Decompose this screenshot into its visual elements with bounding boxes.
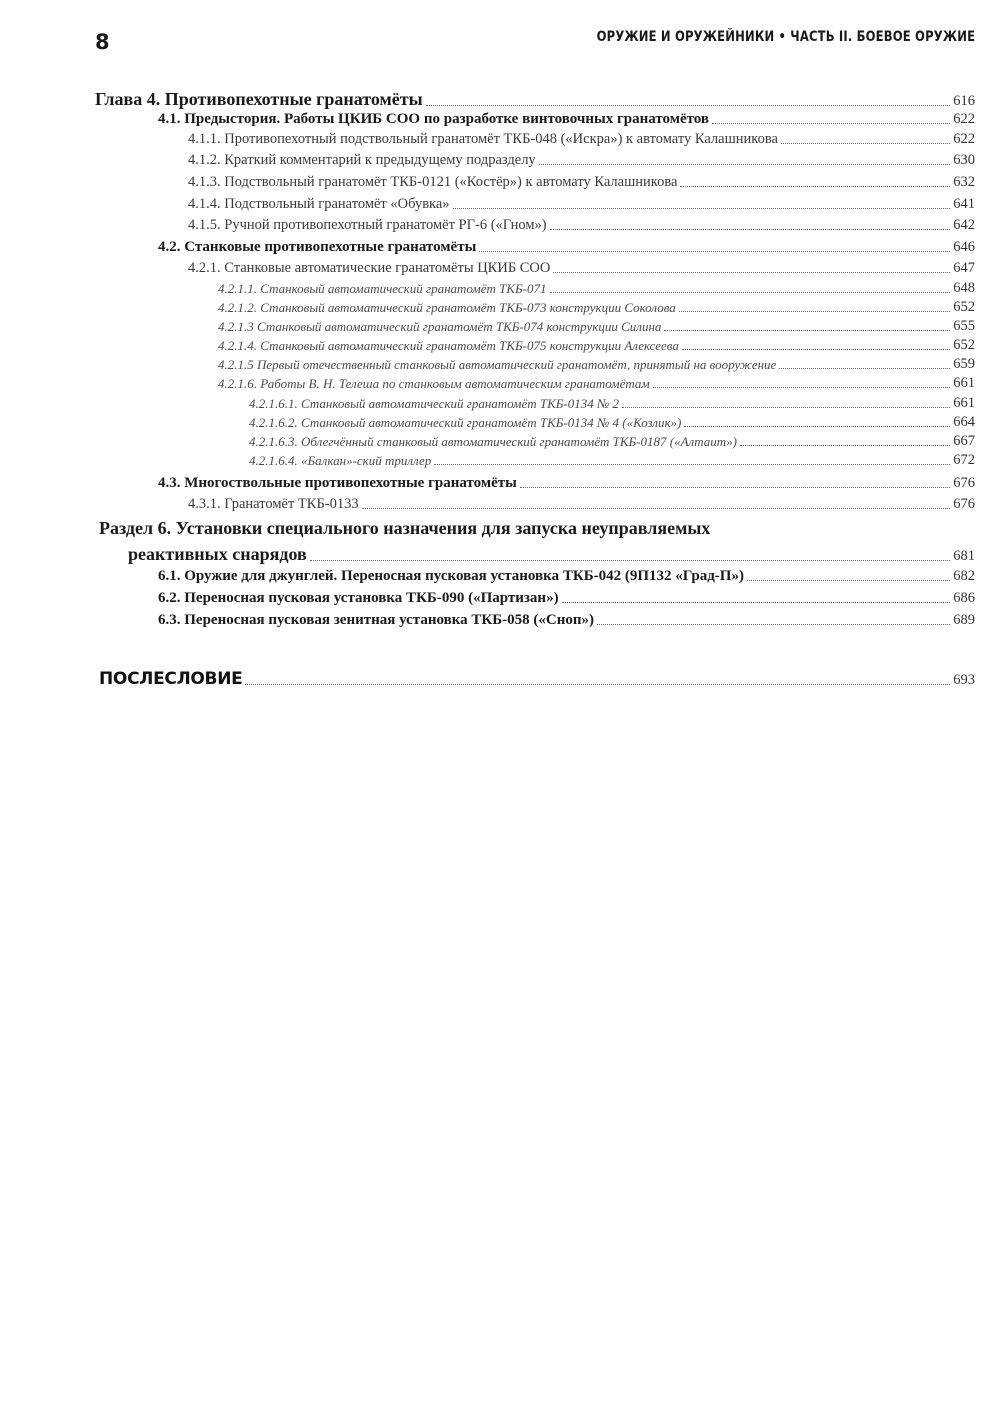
toc-entry-page: 676 xyxy=(953,496,975,512)
toc-entry-page: 686 xyxy=(953,590,975,606)
toc-entry-page: 681 xyxy=(953,548,975,564)
dot-leader xyxy=(434,464,950,465)
dot-leader xyxy=(245,684,950,685)
toc-entry-page: 622 xyxy=(953,131,975,147)
toc-entry-title: 4.2.1.3 Станковый автоматический гранатомёт ТКБ-074 конструкции Силина xyxy=(218,319,662,334)
toc-entry-title: 4.2.1.5 Первый отечественный станковый автоматический гранатомёт, принятый на вооружение xyxy=(218,357,777,372)
toc-entry-title: 6.2. Переносная пусковая установка ТКБ-090 («Партизан») xyxy=(158,590,559,606)
toc-entry-title: 4.1.5. Ручной противопехотный гранатомёт РГ-6 («Гном») xyxy=(188,217,547,233)
toc-entry-page: 632 xyxy=(953,174,975,190)
dot-leader xyxy=(550,292,951,293)
dot-leader xyxy=(562,602,951,603)
toc-entry-page: 664 xyxy=(953,414,975,430)
toc-entry-6-3[interactable] xyxy=(158,609,975,629)
dot-leader xyxy=(453,208,951,209)
dot-leader xyxy=(597,624,950,625)
running-head: ОРУЖИЕ И ОРУЖЕЙНИКИ • ЧАСТЬ II. БОЕВОЕ ОРУЖИЕ xyxy=(596,29,975,45)
toc-entry-title: реактивных снарядов xyxy=(128,544,307,564)
toc-entry-page: 652 xyxy=(953,299,975,315)
toc-entry-page: 689 xyxy=(953,612,975,628)
toc-entry-4-1-3[interactable] xyxy=(188,171,975,191)
toc-entry-6-1[interactable] xyxy=(158,565,975,585)
dot-leader xyxy=(781,143,950,144)
dot-leader xyxy=(682,349,950,350)
toc-entry-title: 4.2.1.4. Станковый автоматический гранатомёт ТКБ-075 конструкции Алексеева xyxy=(218,338,679,353)
toc-entry-title: ПОСЛЕСЛОВИЕ xyxy=(99,669,243,689)
toc-entry-4-3[interactable] xyxy=(158,472,975,492)
toc-entry-page: 646 xyxy=(953,239,975,255)
toc-entry-page: 648 xyxy=(953,280,975,296)
dot-leader xyxy=(653,387,951,388)
toc-entry-page: 659 xyxy=(953,356,975,372)
toc-entry-section-6-title[interactable]: Раздел 6. Установки специального назначения для запуска неуправляемых xyxy=(99,518,711,538)
toc-entry-4-2-1-5[interactable] xyxy=(218,355,975,373)
dot-leader xyxy=(520,487,950,488)
toc-entry-page: 676 xyxy=(953,475,975,491)
toc-entry-title: 4.1.2. Краткий комментарий к предыдущему подразделу xyxy=(188,152,536,168)
dot-leader xyxy=(712,123,950,124)
toc-entry-4-1[interactable] xyxy=(158,108,975,128)
toc-entry-4-1-5[interactable] xyxy=(188,214,975,234)
dot-leader xyxy=(622,407,950,408)
toc-entry-title: 4.2.1.2. Станковый автоматический гранатомёт ТКБ-073 конструкции Соколова xyxy=(218,300,676,315)
dot-leader xyxy=(426,105,951,106)
toc-entry-4-2-1-2[interactable] xyxy=(218,298,975,316)
dot-leader xyxy=(362,508,951,509)
toc-entry-page: 641 xyxy=(953,196,975,212)
toc-entry-page: 642 xyxy=(953,217,975,233)
toc-entry-page: 616 xyxy=(953,93,975,109)
toc-entry-title: 6.1. Оружие для джунглей. Переносная пусковая установка ТКБ-042 (9П132 «Град-П») xyxy=(158,568,744,584)
toc-entry-title: 4.2. Станковые противопехотные гранатомёты xyxy=(158,239,477,255)
dot-leader xyxy=(479,251,950,252)
dot-leader xyxy=(664,330,950,331)
toc-entry-title: 4.1.1. Противопехотный подствольный гранатомёт ТКБ-048 («Искра») к автомату Калашникова xyxy=(188,131,778,147)
toc-entry-title: 4.1.3. Подствольный гранатомёт ТКБ-0121 («Костёр») к автомату Калашникова xyxy=(188,174,678,190)
toc-entry-title: 6.3. Переносная пусковая зенитная установка ТКБ-058 («Сноп») xyxy=(158,612,595,628)
toc-entry-page: 647 xyxy=(953,260,975,276)
toc-entry-title: 4.2.1.6.4. «Балкан»-ский триллер xyxy=(249,453,432,468)
toc-entry-4-2-1-1[interactable] xyxy=(218,279,975,297)
toc-entry-title: 4.2.1.1. Станковый автоматический гранатомёт ТКБ-071 xyxy=(218,281,547,296)
dot-leader xyxy=(553,272,950,273)
toc-entry-4-2-1-6-1[interactable] xyxy=(249,394,975,412)
toc-entry-page: 661 xyxy=(953,395,975,411)
toc-entry-title: 4.3. Многоствольные противопехотные гранатомёты xyxy=(158,475,517,491)
toc-entry-page: 672 xyxy=(953,452,975,468)
dot-leader xyxy=(779,368,950,369)
toc-entry-page: 682 xyxy=(953,568,975,584)
toc-entry-page: 693 xyxy=(953,672,975,688)
page-number: 8 xyxy=(95,30,110,54)
dot-leader xyxy=(539,164,951,165)
toc-entry-chapter-4[interactable] xyxy=(95,88,975,110)
toc-entry-4-3-1[interactable] xyxy=(188,493,975,513)
toc-entry-4-2-1-6-3[interactable] xyxy=(249,432,975,450)
toc-entry-title: 4.2.1.6. Работы В. Н. Телеша по станковым автоматическим гранатомётам xyxy=(218,376,650,391)
toc-entry-4-2-1-6-2[interactable] xyxy=(249,413,975,431)
dot-leader xyxy=(550,229,951,230)
toc-entry-4-2-1-6-4[interactable] xyxy=(249,451,975,469)
toc-entry-4-1-1[interactable] xyxy=(188,128,975,148)
toc-entry-page: 652 xyxy=(953,337,975,353)
toc-entry-title: 4.3.1. Гранатомёт ТКБ-0133 xyxy=(188,496,359,512)
toc-entry-page: 667 xyxy=(953,433,975,449)
toc-entry-afterword[interactable] xyxy=(99,667,975,689)
toc-entry-4-1-4[interactable] xyxy=(188,193,975,213)
toc-entry-4-2-1-3[interactable] xyxy=(218,317,975,335)
toc-entry-title: 4.1. Предыстория. Работы ЦКИБ СОО по разработке винтовочных гранатомётов xyxy=(158,111,710,127)
toc-entry-4-2-1-6[interactable] xyxy=(218,374,975,392)
toc-entry-title: 4.2.1.6.2. Станковый автоматический гранатомёт ТКБ-0134 № 4 («Козлик») xyxy=(249,415,682,430)
toc-entry-title: 4.2.1.6.3. Облегчённый станковый автоматический гранатомёт ТКБ-0187 («Алтаит») xyxy=(249,434,737,449)
toc-entry-title: 4.2.1.6.1. Станковый автоматический гранатомёт ТКБ-0134 № 2 xyxy=(249,396,619,411)
toc-entry-4-2-1-4[interactable] xyxy=(218,336,975,354)
toc-entry-6-2[interactable] xyxy=(158,587,975,607)
toc-entry-section-6[interactable] xyxy=(128,543,975,565)
toc-entry-page: 622 xyxy=(953,111,975,127)
dot-leader xyxy=(679,311,950,312)
dot-leader xyxy=(740,445,950,446)
toc-entry-page: 630 xyxy=(953,152,975,168)
toc-entry-title: 4.1.4. Подствольный гранатомёт «Обувка» xyxy=(188,196,450,212)
toc-entry-title: 4.2.1. Станковые автоматические гранатомёты ЦКИБ СОО xyxy=(188,260,551,276)
toc-entry-4-2-1[interactable] xyxy=(188,257,975,277)
dot-leader xyxy=(684,426,950,427)
dot-leader xyxy=(680,186,950,187)
toc-entry-page: 655 xyxy=(953,318,975,334)
toc-entry-page: 661 xyxy=(953,375,975,391)
toc-entry-4-2[interactable] xyxy=(158,236,975,256)
dot-leader xyxy=(747,580,950,581)
toc-entry-title: Глава 4. Противопехотные гранатомёты xyxy=(95,89,423,109)
dot-leader xyxy=(310,560,951,561)
toc-entry-4-1-2[interactable] xyxy=(188,149,975,169)
